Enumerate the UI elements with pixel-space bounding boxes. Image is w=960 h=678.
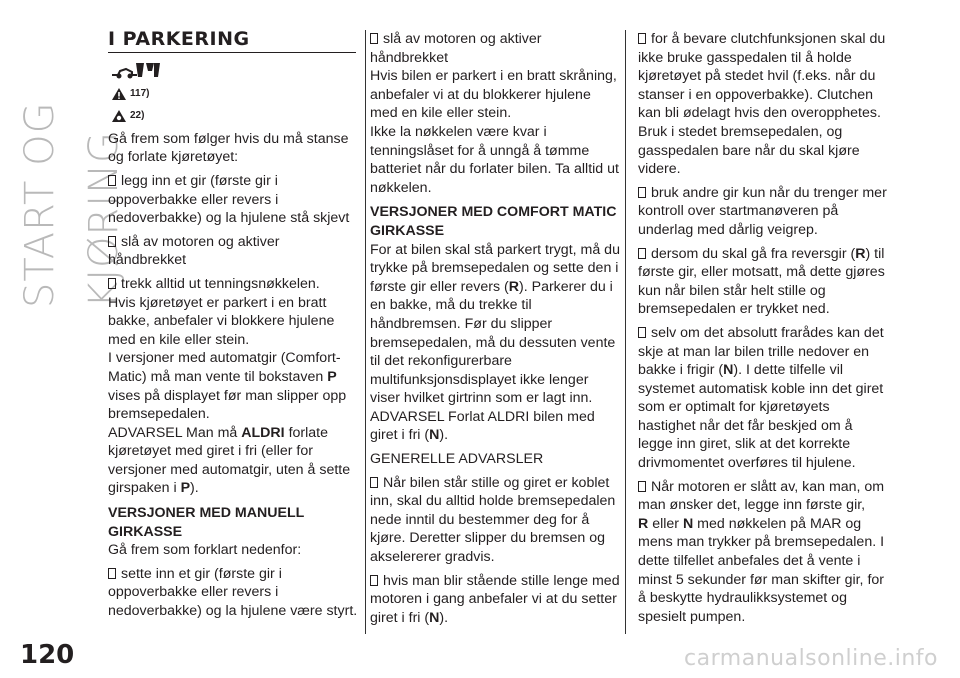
column-2 (370, 30, 620, 630)
bullet-icon (638, 248, 646, 259)
paragraph: I versjoner med automatgir (Comfort-Matic) må man vente til bokstaven P vises på displayet før man slipper opp bremsepedalen. (108, 350, 347, 423)
reference-number: 117) (130, 87, 150, 99)
paragraph: Ikke la nøkkelen være kvar i tenningslåset for å unngå å tømme batteriet når du forlater bilen. Ta alltid ut nøkkelen. (370, 123, 619, 196)
bullet-item: legg inn et gir (første gir i oppoverbakke eller revers i nedoverbakke) og la hjulene stå skjevt (108, 172, 350, 227)
bullet-icon (638, 33, 646, 44)
bullet-item: Når bilen står stille og giret er koblet inn, skal du alltid holde bremsepedalen nede inntil du bestemmer deg for å kjøre. Deretter slipper du bremsen og akselererer gradvis. (370, 474, 616, 566)
paragraph: Hvis kjøretøyet er parkert i en bratt bakke, anbefaler vi blokkere hjulene med en kile eller stein. (108, 294, 335, 348)
bullet-item: slå av motoren og aktiver håndbrekket (108, 233, 280, 269)
bullet-item: trekk alltid ut tenningsnøkkelen. (108, 275, 358, 294)
bullet-icon (638, 327, 646, 338)
reference-number: 22) (130, 110, 145, 122)
intro-text: Gå frem som følger hvis du må stanse og forlate kjøretøyet: (108, 130, 349, 166)
bullet-item: bruk andre gir kun når du trenger mer kontroll over startmanøveren på underlag med dårlig veigrep. (638, 184, 887, 238)
car-eco-icon (110, 59, 358, 83)
warning-triangle-icon (112, 88, 126, 100)
bullet-item: hvis man blir stående stille lenge med motoren i gang anbefaler vi at du setter giret i fri (N). (370, 572, 620, 626)
subheading: VERSJONER MED MANUELL GIRKASSE (108, 505, 305, 540)
reference-22 (112, 107, 358, 126)
bullet-icon (370, 575, 378, 586)
page-number: 120 (20, 640, 75, 670)
bullet-icon (108, 236, 116, 247)
warning-paragraph: ADVARSEL Forlat ALDRI bilen med giret i fri (N). (370, 408, 595, 444)
bullet-item: dersom du skal gå fra reversgir (R) til første gir, eller motsatt, må dette gjøres kun når bilen står helt stille og bremsepedalen er trykket ned. (638, 245, 885, 318)
hand-icon (112, 110, 126, 122)
paragraph: Hvis bilen er parkert i en bratt skråning, anbefaler vi at du blokkerer hjulene med en kile eller stein. (370, 68, 617, 122)
bullet-icon (638, 481, 646, 492)
column-3 (638, 30, 888, 630)
bullet-item: selv om det absolutt frarådes kan det skje at man lar bilen trille nedover en bakke i frigir (N). I dette tilfelle vil systemet automatisk koble inn det giret som er optimalt for kjøretøyets hastighet når det får beskjed om å legge inn giret, slik at det korrekte drivmomentet overføres til hjulene. (638, 324, 884, 472)
reference-117 (112, 85, 358, 104)
paragraph: For at bilen skal stå parkert trygt, må du trykke på bremsepedalen og sette den i første gir eller revers (R). Parkerer du i en bakke, må du trekke til håndbremsen. Før du slipper bremsepedalen, må du dessuten vente til det rekonfigurerbare multifunksjonsdisplayet ikke lenger viser hvilket girtrinn som er lagt inn. (370, 241, 620, 407)
bullet-icon (108, 278, 116, 289)
side-section-title: START OG KJØRING (17, 101, 127, 308)
paragraph: GENERELLE ADVARSLER (370, 451, 544, 468)
bullet-item: Når motoren er slått av, kan man, om man ønsker det, legge inn første gir, R eller N med nøkkelen på MAR og mens man trykker på bremsepedalen. I dette tilfellet anbefales det å vente i minst 5 sekunder før man skifter gir, for å beskytte hydraulikksystemet og spesielt pumpen. (638, 478, 885, 625)
watermark: carmanualsonline.info (684, 646, 938, 671)
paragraph: Gå frem som forklart nedenfor: (108, 542, 302, 559)
column-divider (625, 30, 626, 634)
column-1 (108, 30, 358, 630)
section-title: I PARKERING (108, 30, 356, 53)
bullet-icon (108, 568, 116, 579)
bullet-icon (108, 175, 116, 186)
warning-paragraph: ADVARSEL Man må ALDRI forlate kjøretøyet med giret i fri (eller for versjoner med automatgir, uten å sette girspaken i P). (108, 424, 351, 497)
bullet-icon (370, 33, 378, 44)
column-divider (365, 30, 366, 634)
bullet-item: slå av motoren og aktiver håndbrekket (370, 31, 542, 66)
bullet-item: sette inn et gir (første gir i oppoverbakke eller revers i nedoverbakke) og la hjulene være styrt. (108, 565, 358, 620)
bullet-icon (370, 477, 378, 488)
bullet-item: for å bevare clutchfunksjonen skal du ikke bruke gasspedalen til å holde kjøretøyet på stedet hvil (f.eks. når du stanser i en oppoverbakke). Clutchen kan bli ødelagt hvis den overopphetes. Bruk i stedet bremsepedalen, og gasspedalen bare når du skal kjøre videre. (638, 31, 886, 178)
subheading: VERSJONER MED COMFORT MATIC GIRKASSE (370, 204, 617, 239)
bullet-icon (638, 187, 646, 198)
